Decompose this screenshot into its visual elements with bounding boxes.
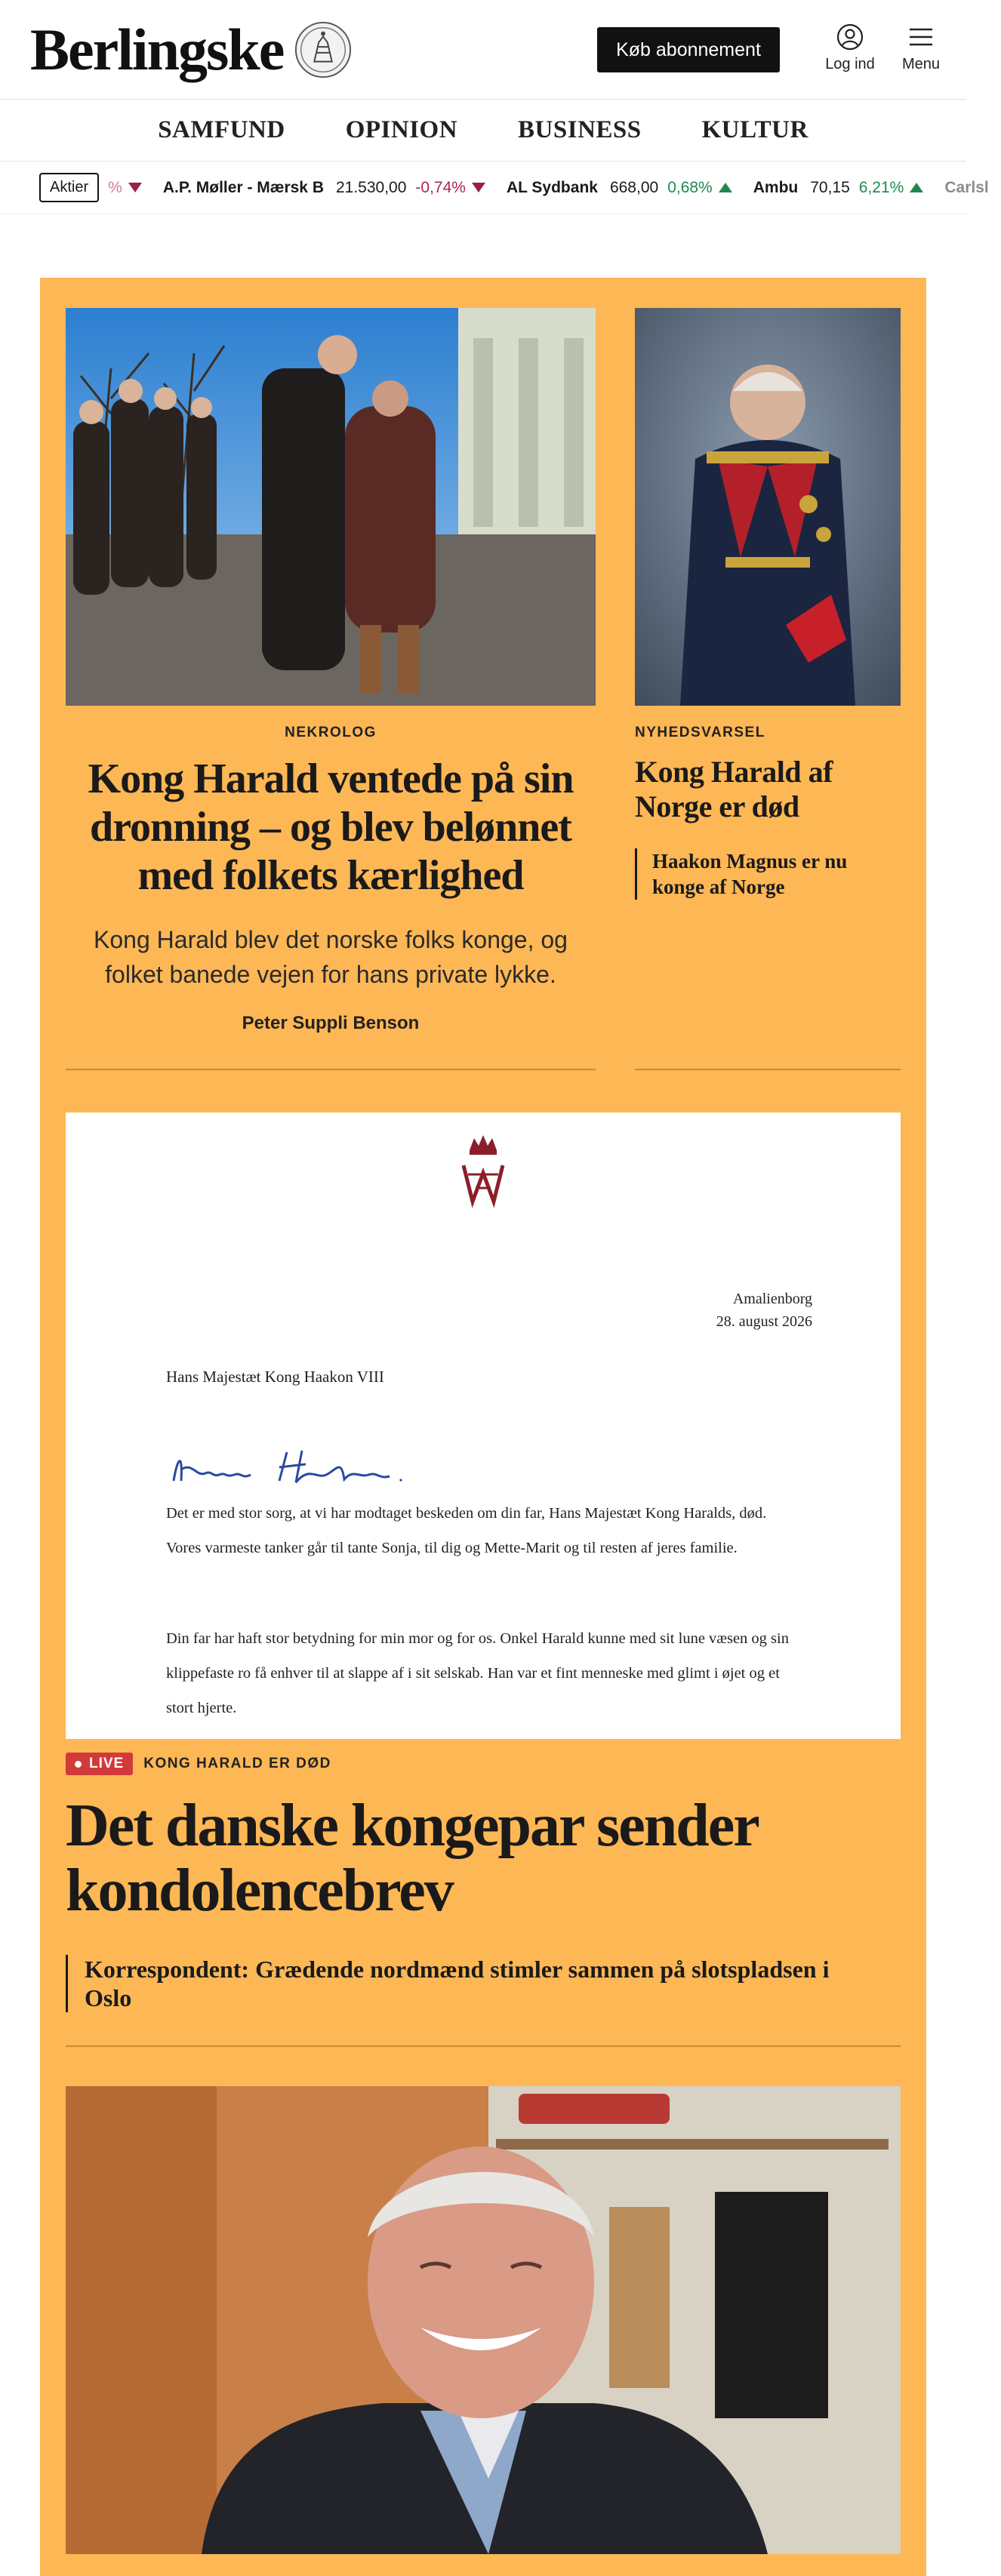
login-label: Log ind	[825, 56, 875, 72]
letter-recipient: Hans Majestæt Kong Haakon VIII	[166, 1368, 384, 1386]
lead-teaser: Kong Harald blev det norske folks konge, og folket banede vejen for hans private lykke.	[94, 926, 568, 988]
ticker-price: 21.530,00	[335, 178, 407, 196]
divider	[66, 1069, 596, 1070]
ticker-fragment	[108, 179, 142, 197]
live-dot-icon	[75, 1761, 82, 1768]
up-arrow-icon	[910, 183, 923, 192]
royal-monogram-icon	[453, 1128, 513, 1211]
photo-illustration	[66, 2086, 901, 2554]
letter-date: 28. august 2026	[716, 1313, 812, 1330]
top-news-section	[40, 278, 926, 2576]
live-badge-text: LIVE	[89, 1756, 125, 1771]
up-arrow-icon	[719, 183, 732, 192]
live-headline[interactable]: Det danske kongepar sender kondolencebrev	[66, 1793, 758, 1924]
divider	[66, 2045, 901, 2047]
down-arrow-icon	[472, 183, 485, 192]
stock-ticker	[0, 162, 989, 214]
ticker-name: Ambu	[753, 178, 799, 196]
live-kicker: KONG HARALD ER DØD	[143, 1756, 331, 1771]
letter-paragraph: Det er med stor sorg, at vi har modtaget beskeden om din far, Hans Majestæt Kong Haralds, død. Vores varmeste tanker går til tante Sonja, til dig og Mette-Marit og til resten af jeres familie.	[166, 1505, 767, 1556]
ticker-change: 6,21%	[858, 178, 904, 196]
side-related-link[interactable]: Haakon Magnus er nu konge af Norge	[635, 848, 901, 900]
ticker-item[interactable]	[944, 179, 1000, 197]
ticker-price: 668,00	[609, 178, 659, 196]
bottom-article-image[interactable]	[66, 2086, 901, 2554]
ticker-item[interactable]	[507, 179, 732, 197]
subscribe-button[interactable]: Køb abonnement	[597, 27, 780, 72]
login-button[interactable]	[824, 23, 876, 73]
section-nav	[0, 100, 966, 162]
ticker-item[interactable]	[163, 179, 485, 197]
ticker-fragment-change: %	[108, 178, 122, 196]
ticker-name: AL Sydbank	[506, 178, 598, 196]
handwritten-salutation	[166, 1436, 423, 1496]
lead-author[interactable]: Peter Suppli Benson	[242, 1013, 420, 1033]
letter-place-date	[716, 1288, 812, 1333]
letter-paragraph: Din far har haft stor betydning for min mor og for os. Onkel Harald kunne med sit lune væsen og sin klippefaste ro få enhver til at slappe af i sit selskab. Han var et fint menneske med glimt i øjet og et stort hjerte.	[166, 1630, 789, 1716]
side-headline[interactable]: Kong Harald af Norge er død	[635, 755, 833, 823]
stocks-label[interactable]: Aktier	[39, 173, 99, 202]
nav-opinion[interactable]: OPINION	[345, 116, 458, 143]
condolence-letter-image[interactable]	[66, 1113, 901, 1739]
side-kicker: NYHEDSVARSEL	[635, 725, 765, 740]
live-label-row	[66, 1753, 331, 1775]
lead-headline[interactable]: Kong Harald ventede på sin dronning – og blev belønnet med folkets kærlighed	[88, 756, 574, 899]
nav-business[interactable]: BUSINESS	[518, 116, 642, 143]
letter-place: Amalienborg	[732, 1291, 812, 1307]
ticker-change: -0,74%	[415, 178, 466, 196]
menu-label: Menu	[901, 56, 941, 72]
ticker-price: 70,15	[810, 178, 850, 196]
crest-icon	[294, 20, 353, 79]
divider	[635, 1069, 901, 1070]
hamburger-icon	[907, 23, 935, 51]
photo-illustration	[66, 308, 596, 706]
site-logo[interactable]: Berlingske	[30, 16, 284, 82]
live-related-link[interactable]: Korrespondent: Grædende nordmænd stimler sammen på slotspladsen i Oslo	[66, 1955, 866, 2012]
ticker-name: A.P. Møller - Mærsk B	[162, 178, 324, 196]
site-header	[0, 0, 966, 100]
lead-kicker: NEKROLOG	[285, 725, 377, 740]
ticker-item[interactable]	[753, 179, 924, 197]
user-icon	[836, 23, 864, 51]
live-badge	[66, 1753, 133, 1775]
menu-button[interactable]	[895, 23, 947, 73]
nav-samfund[interactable]: SAMFUND	[158, 116, 285, 143]
ticker-name: Carlsl	[944, 178, 989, 196]
lead-article-image[interactable]	[66, 308, 596, 706]
side-article-image[interactable]	[635, 308, 901, 706]
ticker-change: 0,68%	[667, 178, 713, 196]
nav-kultur[interactable]: KULTUR	[701, 116, 808, 143]
down-arrow-icon	[128, 183, 142, 192]
photo-illustration	[635, 308, 901, 706]
